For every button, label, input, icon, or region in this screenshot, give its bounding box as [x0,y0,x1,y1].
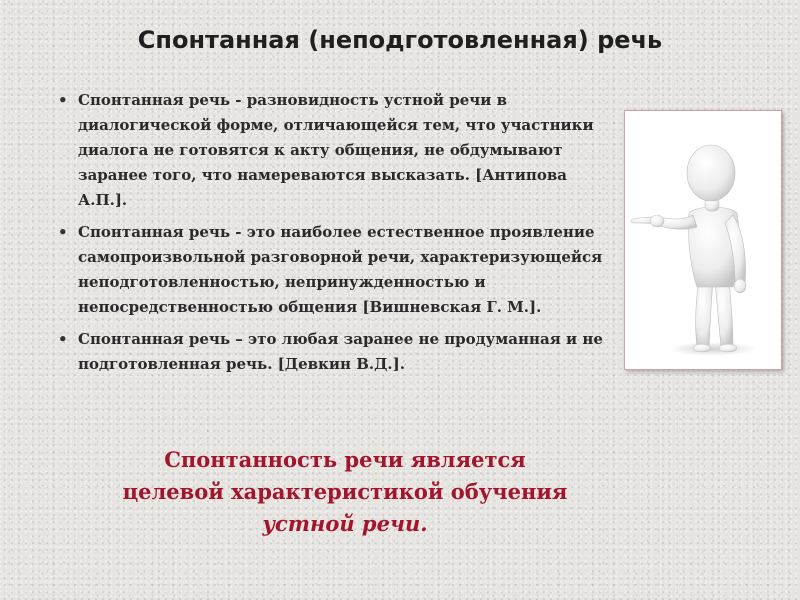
definition-item [58,88,606,213]
definition-item [58,220,606,320]
bullet-icon: • [58,330,68,348]
summary-line: Спонтанность речи является [164,447,526,472]
definition-list [58,88,606,384]
slide-title: Спонтанная (неподготовленная) речь [137,26,663,54]
illustration-frame [624,110,782,370]
definition-text: Спонтанная речь – это любая заранее не продуманная и не подготовленная речь. [Девкин В.Д.]. [78,330,603,373]
bullet-icon: • [58,223,68,241]
definition-text: Спонтанная речь - это наиболее естественное проявление самопроизвольной разговорной речи, характеризующейся неподготовленностью, непринужденностью и непосредственностью общения [Вишневская Г. М.]. [78,223,603,316]
definition-text: Спонтанная речь - разновидность устной речи в диалогической форме, отличающейся тем, что участники диалога не готовятся к акту общения, не обдумывают заранее того, что намереваются высказать. [Антипова А.П.]. [78,91,594,209]
definition-item [58,327,606,377]
summary-statement [60,444,630,540]
bullet-icon: • [58,91,68,109]
white-figure-pointing-icon [625,111,781,369]
summary-line: целевой характеристикой обучения [122,479,568,504]
summary-line-emphasis: устной речи. [262,511,428,536]
